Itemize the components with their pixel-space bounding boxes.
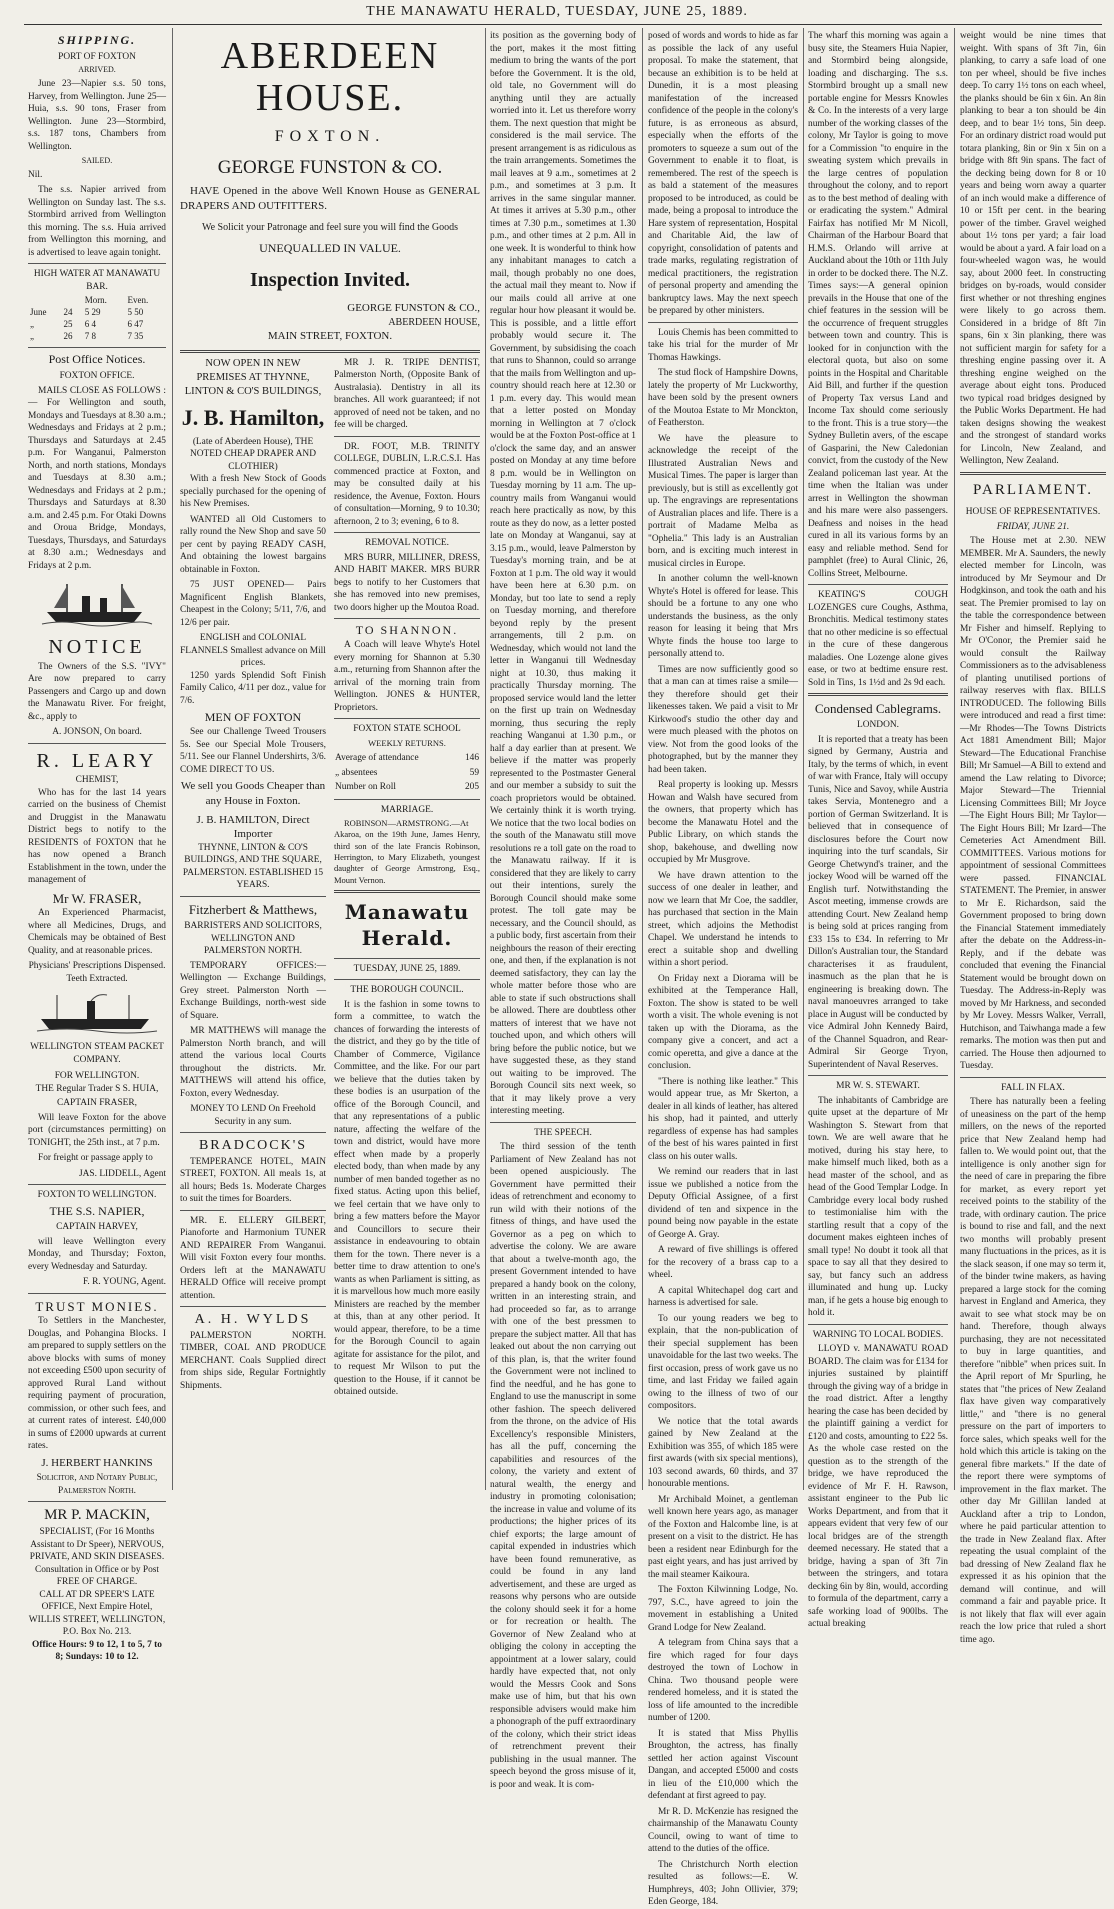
news-item: Mr R. D. McKenzie has resigned the chairmanship of the Manawatu County Council, owing to want of time to attend to the duties of the office. (648, 1806, 798, 1854)
divider (28, 1293, 166, 1294)
men-of-foxton: MEN OF FOXTON (204, 710, 302, 725)
cablegrams-body: It is reported that a treaty has been signed by Germany, Austria and Italy, by the terms of which, in event of war with France, Italy will occupy Tunis, Nice and Savoy, while Austria takes Servia, Montenegro and a portion of German Switzerland. It is believed that in consequence of disclosures before the Court now inquiring into the turf scandals, Sir George Chetwynd's trainer, and the jockey Wood will be warned off the English turf. Notwithstanding the Ascot meeting, immense crowds are attending Court. New Zealand hemp is being sold at prices ranging from £33 15s to £34. In referring to Mr Dillon's Australian tour, the Standard characterises it as fraudulent, inasmuch as the plan that he is engineering is breaking down. The naval manoeuvres arranged to take place in August will be conducted by vice Admiral John Kennedy Baird, of the Channel Squadron, and Rear-Admiral Sir George Tryon, Superintendent of Naval Reserves. (808, 734, 948, 1070)
news-item: In another column the well-known Whyte's Hotel is offered for lease. This should be a fortune to any one who understands the business, as the only reason for leasing it being that Mrs Whyte finds the house too large to personally attend to. (648, 574, 798, 659)
funston-sign-2: ABERDEEN HOUSE, (388, 316, 480, 328)
removal-heading: REMOVAL NOTICE. (365, 538, 449, 549)
mackin-sub: SPECIALIST, (For 16 Months Assistant to Dr Speer), NERVOUS, PRIVATE, AND SKIN DISEASES. (29, 1527, 165, 1563)
marriage-body: ROBINSON—ARMSTRONG.—At Akaroa, on the 19th June, James Henry, third son of the late Francis Robinson, Herrington, to Mary Elizabeth, youngest daughter of George Armstrong, Esq., Mount Vernon. (334, 818, 480, 885)
tide-cell: 26 (63, 331, 73, 342)
tide-header-cell (28, 295, 61, 307)
school-label: Average of attendance (335, 753, 419, 764)
tide-header-cell (61, 295, 82, 307)
column-rule (954, 28, 955, 1490)
hamilton-sub: (Late of Aberdeen House), THE NOTED CHEAP DRAPER AND CLOTHIER) (190, 436, 316, 472)
speech-continued: posed of words and words to hide as far as possible the lack of any useful proposal. To make the statement, that because an exhibition is to be held at Dunedin, it is a most pleasing manifestation of the increased confidence of the people in the colony's future, is as erroneous as absurd, especially when the efforts of the promoters to squeeze a sum out of the Government to enable it to float, is remembered. The rest of the speech is as bald a statement of the measures proposed to be introduced, as could be made, being a proposal to introduce the Hare system of representation, Hospital and Charitable Aid, the law of copyright, consolidation of patents and trade marks, regulating registration of medical practitioners, the registration of personal property and amending the bankruptcy laws. May the next speech be prepared by other ministers. (648, 31, 798, 316)
leary-body: Who has for the last 14 years carried on the business of Chemist and Druggist in the Manawatu District begs to notify to the RESIDENTS of FOXTON that he has now opened a Branch Establishment in the town, under the management of (28, 787, 166, 886)
news-item: Real property is looking up. Messrs Howan and Walsh have secured from the owners, that property which has become the Manawatu Hotel and the Public Library, on which stands the shop, bakehouse, and dwelling now occupied by Mr Musgrove. (648, 780, 798, 865)
divider (28, 743, 166, 744)
notice-signature: A. JONSON, On board. (52, 727, 142, 738)
cheaper-line: We sell you Goods Cheaper than any House in Foxton. (180, 780, 326, 807)
divider (28, 347, 166, 348)
tide-header-row (28, 295, 166, 307)
mackin-name: MR P. MACKIN, (44, 1507, 150, 1524)
divider (334, 436, 480, 437)
divider (808, 693, 948, 696)
column-rule (172, 28, 173, 1490)
shannon-heading: TO SHANNON. (355, 623, 459, 638)
masthead-rule (24, 24, 1102, 25)
inspection-invited: Inspection Invited. (249, 268, 411, 291)
column-4 (648, 30, 798, 1907)
council-heading: THE BOROUGH COUNCIL. (350, 985, 464, 996)
blankets-text: 75 JUST OPENED— Pairs Magnificent English Blankets, Cheapest in the Colony; 5/11, 7/6, and 12/6 per pair. (180, 580, 326, 628)
divider (334, 799, 480, 800)
shipping-heading: SHIPPING. (57, 33, 137, 47)
herald-dateline: TUESDAY, JUNE 25, 1889. (353, 963, 461, 974)
tide-cell: 6 47 (127, 319, 144, 330)
news-item: We have drawn attention to the success of one dealer in leather, and now we learn that Mr Coe, the saddler, has purchased that section in the Main street, which adjoins the Methodist Chapel. We understand he intends to erect a suitable shop and dwelling within a short period. (648, 870, 798, 968)
news-items (648, 327, 798, 1909)
school-value: 146 (464, 753, 479, 764)
speech-body: The third session of the tenth Parliament of New Zealand has not been opened auspiciously. The Government have permitted their ideas of retrenchment and economy to run wild with their notions of the fitness of things, and have used the Governor as a peg on which to advertise the colony. We are aware that about a twelve-month ago, the present Government intended to have prepared a handy book on the colony, written in an interesting strain, and had proceeded so far, as to arrange with one of the best pressmen to prepare the subject matter. All that has leaked out about the non carrying out of this plan, is, that the writer found the Government were not inclined to find the needful, and he has gone to England to use the manuscript in some other fashion. The speech delivered from the throne, on the advice of His Excellency's responsible Ministers, has all the puff, concerning the capabilities and resources of the colony, the variety and extent of natural wealth, the energy and industry in promoting colonisation; the increase in value and volume of its productions; the higher prices of its chief exports; the large amount of capital expended in industries which have been found remunerative, as could be found in any land advertisement, and these are urged as reasons why persons who are outside the colony should seek it for a home or for recreation or health. The Governor of New Zealand who at obliging the colony in accepting the appointment at a lower salary, could hardly have expected that, not only would the Messrs Cook and Sons make use of him, but that his own responsible advisers would make him a phonograph of the puff extraordinary of the colony, which their strict ideas of retrenchment prevent their publishing in the usual manner. The speech beyond the gross misuse of it, is poor and weak. It is com- (490, 1142, 636, 1790)
money-to-lend: MONEY TO LEND On Freehold Security in any sum. (190, 1104, 316, 1127)
napier-captain: CAPTAIN HARVEY, (56, 1222, 138, 1233)
divider (808, 584, 948, 585)
funston-sign: GEORGE FUNSTON & CO., (347, 302, 480, 315)
warning-heading: WARNING TO LOCAL BODIES. (812, 1329, 944, 1340)
arrivals-text: June 23—Napier s.s. 50 tons, Harvey, from Wellington. June 25—Huia, s.s. 90 tons, Fraser from Wellington. June 23—Stormbird, s.s. 187 tons, Chambers from Wellington. (28, 79, 166, 152)
keating-ad: KEATING'S COUGH LOZENGES cure Coughs, Asthma, Bronchitis. Medical testimony states that no other medicine is so effectual in the cure of these dangerous maladies. One Lozenge alone gives ease, or two at bedtime ensure rest. Sold in Tins, 1s 1½d and 2s 9d each. (808, 590, 948, 688)
flax-heading: FALL IN FLAX. (1001, 1082, 1065, 1093)
friday-heading: FRIDAY, JUNE 21. (996, 521, 1070, 532)
stewart-heading: MR W. S. STEWART. (836, 1081, 920, 1092)
mails-text: MAILS CLOSE AS FOLLOWS :— For Wellington and south, Mondays and Tuesdays at 8.30 a.m.; Wednesdays and Fridays at 2 p.m.; Thursdays and Saturdays at 2.45 p.m. For Wanganui, Palmerston North, and north stations, Mondays and Tuesdays at 8.30 a.m.; Wednesdays and Fridays at 2 p.m.; Thursdays and Saturdays at 8.30 a.m. and 2.45 p.m. For Otaki Downs and Oroua Bridge, Mondays, Tuesdays, Thursdays, and Saturdays at 8.30 a.m.; Wednesdays and Fridays at 2 p.m. (28, 385, 166, 571)
shannon-body: A Coach will leave Whyte's Hotel every morning for Shannon at 5.30 a.m., returning from Shannon after the arrival of the morning train from Wellington. JONES & HUNTER, Proprietors. (334, 640, 480, 713)
flax-body: There has naturally been a feeling of uneasiness on the part of the hemp millers, on the news of the reported price that New Zealand hemp had fallen to. We would point out, that the intelligence is only another sign for the need of care in preparing the fibre for market, as every report yet received points to the stability of the trade, with ordinary caution. The price is bound to rise and fall, and the next two months will probably present many fluctuations in the prices, as it is the slack season, if one may so term it, of the binder twine makers, as having prepared a large stock for the coming harvest in England and America, they await to see what stock may be on hand. Therefore, though always purchasing, they are not necessitated to buy in large quantities, and therefore "nibble" when prices suit. In the April report of Mr Spurling, he states that "the prices of New Zealand flax have given way comparatively little," and "there is no general pressure on the part of importers to force sales, which speaks well for the hold which this article is taking on the general fibre markets." If the date of the report there were symptoms of improvement in the flax market. The other day Mr Gillilan landed at Auckland after a trip to London, where he paid particular attention to the trade in New Zealand flax. After repeating the usual complaint of the bad dressing of New Zealand flax he expressed it as his opinion that the demand will continue, and will command a fair and payable price. It is not likely that flax will ever again reach the low price that ruled a short time ago. (960, 1097, 1106, 1645)
divider (334, 532, 480, 533)
masthead: THE MANAWATU HERALD, TUESDAY, JUNE 25, 1889. (366, 4, 748, 19)
fraser-name: Mr W. FRASER, (52, 890, 142, 906)
divider (960, 1077, 1106, 1078)
funston-unequalled: UNEQUALLED IN VALUE. (259, 240, 401, 255)
napier-body: will leave Wellington every Monday, and Thursday; Foxton, every Wednesday and Saturday. (28, 1236, 166, 1272)
funston-sign-3: MAIN STREET, FOXTON. (267, 330, 393, 343)
news-item: The stud flock of Hampshire Downs, lately the property of Mr Luckworthy, have been sold by the present owners of the Moutoa Estate to Mr Monckton, of Featherston. (648, 368, 798, 428)
column-5 (808, 30, 948, 1630)
foot-text: DR. FOOT, M.B. TRINITY COLLEGE, DUBLIN, L.R.C.S.I. Has commenced practice at Foxton, and may be consulted daily at his residence, the Avenue, Foxton. Hours of consultation—Morning, 9 to 10.30; afternoon, 2 to 3; evening, 6 to 8. (334, 441, 480, 527)
local-news: The wharf this morning was again a busy site, the Steamers Huia Napier, and Stormbird being alongside, loading and discharging. The s.s. Stormbird brought up a small new portable engine for Messrs Knowles & Co. In the interests of a very large number of the working classes of the colony, Mr Taylor is going to move for a Commission "to enquire in the sweating system which prevails in the large centres of population throughout the colony, and to report as to the best method of dealing with or eradicating the system." Admiral Fairfax has notified Mr M Nicoll, Chairman of the Harbour Board that H.M.S. Orlando will arrive at Auckland about the 10th or 11th July in order to be docked there. The N.Z. Times says:—A general opinion prevails in the House that one of the chief features in the session will be the occurrence of frequent struggles between town and country. This is looked for in conjunction with the electoral quota, but also on some points in the Hospital and Charitable Aid Bill, and further if the question of Property Tax versus Land and Income Tax should come seriously to the front. This is a true story—the Sydney Bulletin avers, of the escape of Gasparini, the New Caledonian convict, from the custody of the New Zealand policeman last year. At the time when the Italian was under arrest in Wellington the showman and his mare were also passengers. Deafness and noises in the head cured in all its various forms by an easy and reliable method. Send for pamphlet (free) to Aural Clinic, 26, Collins Street, Melbourne. (808, 31, 948, 579)
news-item: The Foxton Kilwinning Lodge, No. 797, S.C., have agreed to join the movement in establishing a United Grand Lodge for New Zealand. (648, 1585, 798, 1633)
tide-header-cell: Morn. (84, 295, 107, 306)
warning-body: LLOYD v. MANAWATU ROAD BOARD. The claim was for £134 for injuries sustained by plaintiff through the giving way of a bridge in the road district. After a lengthy hearing the case has been decided by the plaintiff gaining a verdict for £120 and costs, amounting to £22 5s. As the whole case rested on the question as to the strength of the bridge, we have reproduced the evidence of Mr F. H. Rawson, assistant engineer to the Pub lic Works Department, and from that it appears evident that very few of our local bridges are of the strength deemed necessary. He stated that a bridge, having a span of 3ft 7in between the stringers, and totara decking 6in by 8in, would, according to formula of the department, carry a safe working load of 900lbs. The actual breaking (808, 1344, 948, 1630)
fraser-body: An Experienced Pharmacist, where all Medicines, Drugs, and Chemicals may be obtained of Best Quality, and at reasonable prices. (28, 908, 166, 956)
stewart-body: The inhabitants of Cambridge are quite upset at the departure of Mr Washington S. Stewart from that town. We are well aware that he motived, during his stay here, to make himself much liked, both as a head master of the school, and as head of the Good Templar Lodge. In Cambridge every local body rushed to testimonialise him with the startling result that a copy of the document makes eighteen inches of small type! No doubt it took all that space to say all that they desired to say, but fancy such an address illuminated and hung up. Lucky man, if he gets a house big enough to hold it. (808, 1095, 948, 1319)
school-heading: FOXTON STATE SCHOOL (353, 724, 461, 735)
wsp-heading: WELLINGTON STEAM PACKET COMPANY. (30, 1042, 164, 1065)
school-row (334, 751, 480, 766)
tide-header-cell: Even. (127, 295, 149, 306)
office-hours: Office Hours: 9 to 12, 1 to 5, 7 to 8; Sundays: 10 to 12. (32, 1639, 162, 1663)
weekly-returns: WEEKLY RETURNS. (368, 737, 446, 748)
divider (334, 958, 480, 959)
divider (808, 1324, 948, 1325)
tide-cell: 5 29 (84, 307, 101, 318)
divider (960, 472, 1106, 475)
editorial-continued: its position as the governing body of the port, makes it the most fitting medium to bring the wants of the port before the Government. It is the old, old tale, no Government will do anything until they are actually worried into it. Let us therefore worry them. The next question that might be considered is the mail service. The present arrangement is as ridiculous as the train arrangements. Sometimes the mail leaves at 9 a.m., sometimes at 2 p.m., and sometimes at 3 p.m. It arrives in the same singular manner. At times it arrives at 5.30 p.m., other times at 7.30 p.m., sometimes at 1.30 p.m., and other times at 2 p.m. All in one week. It is wonderful to think how any inhabitant manages to catch a mail, though probably no one does, the actual mail they meant to. Now if our mails could all arrive at one regular hour how pleasant it would be. This is possible, and a little effort probably would secure it. The Government, by subsidising the coach that runs to Shannon, could so arrange that the mails from Wellington and up-country should reach here at 12.30 or 1 p.m. every day. This would mean that a letter posted on Monday morning in Wellington at 7 o'clock would be at the Foxton Post-office at 1 o'clock the same day, and an answer posted on Monday at any time before 8 p.m. would be in Wellington on Tuesday morning by 11 a.m. The up-country mails from Wanganui would reach here practically as now, by this route as they do now, as a letter posted late on Monday at Wanganui, say at 3.15 p.m., would, leave Palmerston by Tuesday's morning train, and be at Foxton at 1 p.m. The old way it would have been here at 6.30 p.m. on Monday, but too late to send a reply on Tuesday morning, and therefore beyond reply by the present arrangements, till 2 p.m. on Wednesday, which would not land the letter in Wanganui till Wednesday night at 10.30, thus making it practically Thursday morning. The proposed service would land the letter on the first up train on Wednesday morning, thus securing the reply reaching Wanganui at 1.30 p.m., or half a day earlier than at present. We believe if the matter was properly represented to the Postmaster General and our member a subsidy to suit the coach proprietors would be obtained. We certainly think it is worth trying. We notice that the two local bodies on the south of the Manawatu still move resolutions re a toll gate on the road to the Manawatu railway. If it is considered that they are likely to carry out their intentions, surely the Borough Council should make some protest. The toll gate may be necessary, and the Council should, as a public body, first ascertain from their neighbours the reason of their erecting one, and then, if the explanation is not deemed satisfactory, they can lay the whole matter before those who are able to state if such obstructions shall be allowed. There are doubtless other matters of interest that we have not touched upon, and which others will bring before the public notice, but we have suggested these, as they stand out waiting to be improved. The Borough Council sits next week, so that it may likely prove a very interesting meeting. (490, 31, 636, 1116)
column-rule (803, 28, 804, 1490)
consult-line: Consultation in Office or by Post FREE OF CHARGE. (34, 1564, 160, 1588)
notice-title: NOTICE (48, 636, 146, 659)
parliament-body: The House met at 2.30. NEW MEMBER. Mr A. Saunders, the newly elected member for Lincoln, was introduced by Mr Seymour and Dr Hodgkinson, and took the oath and his seat. The Premier promised to lay on the table the correspondence between Mr Fisher and himself. Replying to Mr O'Conor, the Premier said he would consult the Railway Commissioners as to the advisableness of planting unutilised portions of railway reserves with flax. BILLS INTRODUCED. The following Bills were introduced and read a first time:—Mr Rhodes—The Towns Districts Act 1881 Amendment Bill; Major Steward—The Educational Franchise Bill; Mr Samuel—A Bill to extend and amend the Law relating to Divorce; Major Steward—The Triennial Licensing Committees Bill; Mr Joyce—The Eight Hours Bill; Mr Taylor—The Eight Hours Bill; Mr Izard—The Cemeteries Act Amendment Bill. COMMITTEES. Various motions for appointment of sessional Committees were passed. FINANCIAL STATEMENT. The Premier, in answer to Mr E. Richardson, said the Government proposed to bring down the Financial Statement immediately after the debate on the Address-in-Reply, and if the debate was concluded that evening the Financial Statement would be brought down on Tuesday. The Address-in-Reply was moved by Mr Harkness, and seconded by Mr Lovey. Messrs Walker, Verrall, Hutchison, and Taiwhanga made a few remarks. The motion was then put and carried. The House then adjourned to Tuesday. (960, 536, 1106, 1072)
london-heading: LONDON. (857, 720, 899, 731)
post-office-heading: Post Office Notices. (48, 352, 146, 367)
news-item: We have the pleasure to acknowledge the receipt of the Illustrated Australian News and Musical Times. The paper is larger than previously, but is still as excellently got up. The engravings are representations of Australian places and life. There is a portrait of Madame Melba as "Ophelia." This lady is an Australian born, and is exciting much interest in musical circles in Europe. (648, 433, 798, 569)
bradcock-body: TEMPERANCE HOTEL, MAIN STREET, FOXTON. All meals 1s, at all hours; Beds 1s. Moderate Charges to suit the times for Boarders. (180, 1156, 326, 1205)
divider (28, 1184, 166, 1185)
funston-opened: HAVE Opened in the above Well Known House as GENERAL DRAPERS AND OUTFITTERS. (180, 185, 480, 212)
school-label: Number on Roll (335, 782, 396, 793)
divider (180, 896, 326, 897)
burr-text: MRS BURR, MILLINER, DRESS, AND HABIT MAKER. MRS BURR begs to notify to her Customers that she has removed into new premises, two doors higher up the Moutoa Road. (334, 552, 480, 613)
calico-text: 1250 yards Splendid Soft Finish Family Calico, 4/11 per doz., value for 7/6. (180, 670, 326, 706)
fitzherbert-sub: BARRISTERS AND SOLICITORS, WELLINGTON AND PALMERSTON NORTH. (184, 921, 322, 957)
napier-heading: FOXTON TO WELLINGTON. (37, 1190, 157, 1200)
tide-cell: 6 4 (84, 319, 96, 330)
news-item: A capital Whitechapel dog cart and harness is advertised for sale. (648, 1285, 798, 1308)
for-wellington: FOR WELLINGTON. (54, 1071, 140, 1081)
leary-subtitle: CHEMIST, (75, 775, 119, 786)
column-2 (180, 30, 480, 1490)
school-label: „ absentees (335, 767, 378, 778)
divider (648, 322, 798, 323)
divider (180, 350, 480, 353)
divider (334, 979, 480, 980)
leary-title: R. LEARY (36, 749, 158, 772)
marriage-heading: MARRIAGE. (380, 804, 434, 815)
wanted-text: WANTED all Old Customers to rally round the New Shop and save 50 per cent by paying READY CASH, And obtaining the lowest bargains obtainable in Foxton. (180, 514, 326, 575)
school-row (334, 780, 480, 795)
huia-title: THE Regular Trader S S. HUIA, (35, 1083, 159, 1094)
parliament-heading: PARLIAMENT. (973, 481, 1093, 498)
news-item: "There is nothing like leather." This would appear true, as Mr Skerton, a dealer in all kinds of leather, has altered his shop, had it painted, and utterly regardless of expense has had samples of the best of his wares painted in first class on his outer walls. (648, 1076, 798, 1162)
trust-body: To Settlers in the Manchester, Douglas, and Pohangina Blocks. I am prepared to supply settlers on the above blocks with sums of money not exceeding £500 upon security of approved Rural Land without requiring payment of procuration, commission, or other such fees, and at current rates of interest. £40,000 in sums of £2000 upwards at current rates. (28, 1316, 166, 1452)
hankins-name: J. HERBERT HANKINS (41, 1456, 153, 1469)
ellery-text: MR. E. ELLERY GILBERT, Pianoforte and Harmonium TUNER AND REPAIRER From Wanganui. Will visit Foxton every four months. Orders left at the MANAWATU HERALD Office will receive prompt attention. (180, 1215, 326, 1301)
news-item: On Friday next a Diorama will be exhibited at the Temperance Hall, Foxton. The show is stated to be well worth a visit. The whole evening is not taken up with the Diorama, as the company give a concert, and act a comic operetta, and give a dance at the conclusion. (648, 973, 798, 1071)
now-open: NOW OPEN IN NEW PREMISES AT THYNNE, LINTON & CO'S BUILDINGS, (184, 357, 322, 397)
divider (180, 1132, 326, 1133)
napier-title: THE S.S. NAPIER, (49, 1203, 145, 1218)
news-item: A telegram from China says that a fire which raged for four days destroyed the town of Lochow in China. Two thousand people were rendered homeless, and it is stated the loss of life amounted to the incredible number of 1200. (648, 1638, 798, 1723)
school-value: 59 (469, 767, 479, 778)
jbh-line: J. B. HAMILTON, Direct Importer (196, 813, 310, 841)
cablegrams-heading: Condensed Cablegrams. (814, 701, 942, 716)
fitzherbert-name: Fitzherbert & Matthews, (188, 901, 318, 917)
ad-columns (180, 357, 480, 1402)
divider (334, 890, 480, 893)
speech-heading: THE SPEECH. (534, 1127, 592, 1138)
shipping-notes: The s.s. Napier arrived from Wellington on Sunday last. The s.s. Stormbird arrived from Wellington this morning. The s.s. Huia arrived from Wellington this morning, and is advertised to leave again tonight. (28, 185, 166, 258)
wylds-body: PALMERSTON NORTH. TIMBER, COAL AND PRODUCE MERCHANT. Coals Supplied direct from ships side, Regular Fortnightly Shipments. (180, 1330, 326, 1391)
ad-column-left (180, 357, 326, 1402)
tide-cell: 25 (63, 319, 73, 330)
temporary-offices: TEMPORARY OFFICES:— Wellington — Exchange Buildings, Grey street. Palmerston North — Exchange Buildings, north-west side of Square. (180, 960, 326, 1021)
port-heading: PORT OF FOXTON (58, 51, 136, 62)
tide-heading: HIGH WATER AT MANAWATU BAR. (33, 269, 161, 292)
divider (28, 263, 166, 264)
divider (334, 718, 480, 719)
divider (334, 618, 480, 619)
tide-table (28, 295, 166, 343)
funston-solicit: We Solicit your Patronage and feel sure you will find the Goods (201, 222, 459, 234)
sailed-heading: SAILED. (81, 156, 113, 166)
news-item: It is stated that Miss Phyllis Broughton, the actress, has finally settled her action against Viscount Dangan, and accepted £5000 and costs in lieu of the £10,000 which the defendant at first agreed to pay. (648, 1728, 798, 1801)
tide-cell: June (30, 307, 47, 318)
tide-row (28, 331, 166, 343)
jbh-sub: THYNNE, LINTON & CO'S BUILDINGS, AND THE SQUARE, PALMERSTON. ESTABLISHED 15 YEARS. (182, 842, 324, 891)
notice-body: The Owners of the S.S. "IVY" Are now prepared to carry Passengers and Cargo up and down the Manawatu River. For freight, &c., apply to (28, 661, 166, 722)
tide-cell: 5 50 (127, 307, 144, 318)
tide-row (28, 307, 166, 319)
tide-cell: „ (30, 331, 34, 342)
steamship-icon (42, 578, 152, 628)
hankins-sub: Solicitor, and Notary Public, Palmerston North. (36, 1473, 158, 1496)
post-office-sub: FOXTON OFFICE. (59, 371, 135, 382)
news-item: The Christchurch North election resulted as follows:—E. W. Humphreys, 403; John Ollivier, 379; Eden George, 184. (648, 1859, 798, 1907)
bridge-evidence: weight would be nine times that weight. With spans of 3ft 7in, 6in planking, to carry a safe load of one ton per wheel, should be five inches deep. To carry 1½ tons on each wheel, the planks should be 6in x 6in. An 8in planking to bear a ton should be 4in deep, and to bear 1½ tons, 5in deep. For an ordinary district road would put totara planking, 8in or 9in x 5in on a bridge with 8ft 9in spans. The fact of the decking being down for 8 or 10 years and being worn away a quarter of an inch would make a difference of 10 or 15ft per cent. in the bearing power of the timber. Gravel weighed about 1½ tons per yard; a fair load would be about a yard. A fair load on a four-wheeled wagon was, he would say, about 2000 feet. In constructing bridges on by-roads, would consider first whether or not threshing engines were likely to go across them. Considered in a bridge of 8ft 7in spans, 6in x 3in planking, there was not sufficient margin for safety for a threshing engine passing over it. A threshing engine weighed on the average about eight tons. Produced two typical road bridges designed by the Public Works Department. He had taken designs showing the weakest and the strongest of standard works for Lincoln, New Zealand, and Wellington, New Zealand. (960, 31, 1106, 466)
aberdeen-title: ABERDEEN HOUSE. (220, 35, 440, 119)
huia-captain: CAPTAIN FRASER, (57, 1098, 137, 1108)
school-value: 205 (464, 782, 479, 793)
house-heading: HOUSE OF REPRESENTATIVES. (965, 507, 1101, 518)
bradcock-name: BRADCOCK'S (198, 1138, 308, 1154)
divider (490, 1122, 636, 1123)
divider (180, 1306, 326, 1307)
column-1 (28, 30, 166, 1663)
wylds-name: A. H. WYLDS (194, 1312, 312, 1328)
news-item: A reward of five shillings is offered for the recovery of a brass cap to a wheel. (648, 1245, 798, 1280)
herald-nameplate: Manawatu Herald. (344, 899, 470, 951)
steamer-icon (37, 991, 157, 1035)
tripe-text: MR J. R. TRIPE DENTIST, Palmerston North, (Opposite Bank of Australasia). Dentistry in all its branches. All work guaranteed; if not approved of need not be taken, and no fee will be charged. (334, 357, 480, 431)
freight-line: For freight or passage apply to (38, 1153, 153, 1163)
column-6 (960, 30, 1106, 1645)
trust-title: TRUST MONIES. (35, 1298, 159, 1314)
aberdeen-town: FOXTON. (274, 127, 386, 145)
divider (28, 1501, 166, 1502)
column-rule (642, 28, 643, 1490)
tide-cell: 7 35 (127, 331, 144, 342)
funston-name: GEORGE FUNSTON & CO. (217, 156, 443, 178)
tide-cell: 24 (63, 307, 73, 318)
tide-row (28, 319, 166, 331)
hamilton-name: J. B. Hamilton, (181, 404, 325, 430)
matthews-text: MR MATTHEWS will manage the Palmerston North branch, and will attend the various local Courts throughout the districts. Mr. MATTHEWS will attend his office, Foxton, every Wednesday. (180, 1026, 326, 1099)
sailed-text: Nil. (28, 169, 43, 180)
news-item: To our young readers we beg to explain, that the non-publication of their special supplement has been unavoidable for the last two weeks. The first occasion, press of work gave us no time, and last Friday we failed again owing to the illness of two of our compositors. (648, 1313, 798, 1411)
school-row (334, 766, 480, 781)
tide-cell: 7 8 (84, 331, 96, 342)
council-body: It is the fashion in some towns to form a committee, to watch the chances of forwarding the interests of the district, and they go by the title of Chamber of Commerce, Vigilance Committee, and the like. For our part we believe that the duties taken by these bodies is an usurpation of the office of the Borough Council, and that any representations of a public nature, affecting the welfare of the town and district, would have more effect when made by a properly elected body, than when made by any number of men banded together as no fixed status. Acting upon this belief, we feel certain that we have only to bring a few matters before the Mayor and Councillors to secure their assistance in endeavouring to obtain them for the town. There never is a better time to draw attention to one's wants as when Parliament is sitting, as it is marvellous how much more easily Ministers are reached by the member at this, than at any other period. It would appear, therefore, to be a time for the Borough Council to again agitate for assistance for the pilot, and to request Mr Wilson to put the question to the House, if it cannot be obtained outside. (334, 999, 480, 1398)
young-sign: F. R. YOUNG, Agent. (82, 1277, 166, 1288)
liddell-sign: JAS. LIDDELL, Agent (79, 1168, 166, 1179)
school-table (334, 751, 480, 795)
divider (808, 1075, 948, 1076)
news-item: We notice that the total awards gained by New Zealand at the Exhibition was 355, of which 185 were first awards (with six special mentions), 103 second awards, 60 thirds, and 37 honourable mentions. (648, 1416, 798, 1489)
men-body: See our Challenge Tweed Trousers 5s. See our Special Mole Trousers, 5/11. See our Flannel Undershirts, 3/6. COME DIRECT TO US. (180, 727, 326, 775)
teeth-line: Teeth Extracted. (66, 973, 128, 984)
physician-line: Physicians' Prescriptions Dispensed. (28, 961, 166, 971)
news-item: Times are now sufficiently good so that a man can at times raise a smile—they therefore should get their likenesses taken. We paid a visit to Mr Kirkwood's studio the other day and were much pleased with the photos on view. Not from the good looks of the photographed, but by the manner they had been taken. (648, 664, 798, 775)
column-rule (485, 28, 486, 1490)
news-item: We remind our readers that in last issue we published a notice from the Deputy Official Assignee, of a first dividend of ten and sixpence in the pound being now payable in the estate of George A. Gray. (648, 1167, 798, 1240)
ad-column-right (334, 357, 480, 1402)
hamilton-body: With a fresh New Stock of Goods specially purchased for the opening of his New Premises. (180, 474, 326, 510)
flannels-text: ENGLISH and COLONIAL FLANNELS Smallest advance on Mill prices. (180, 633, 326, 669)
divider (180, 1210, 326, 1211)
news-item: Louis Chemis has been committed to take his trial for the murder of Mr Thomas Hawkings. (648, 327, 798, 363)
call-line: CALL AT DR SPEER'S LATE OFFICE, Next Empire Hotel, WILLIS STREET, WELLINGTON, P.O. Box No. 213. (28, 1589, 166, 1638)
tide-cell: „ (30, 319, 34, 330)
column-3 (490, 30, 636, 1790)
arrived-heading: ARRIVED. (78, 65, 116, 75)
huia-body: Will leave Foxton for the above port (circumstances permitting) on TONIGHT, the 25th inst., at 7 p.m. (28, 1112, 166, 1148)
news-item: Mr Archibald Moinet, a gentleman well known here years ago, as manager of the Foxton and Halcombe line, is at present on a visit to the district. He has been a resident near Edinburgh for the past eight years, and has just arrived by the mail steamer Kaikoura. (648, 1494, 798, 1580)
